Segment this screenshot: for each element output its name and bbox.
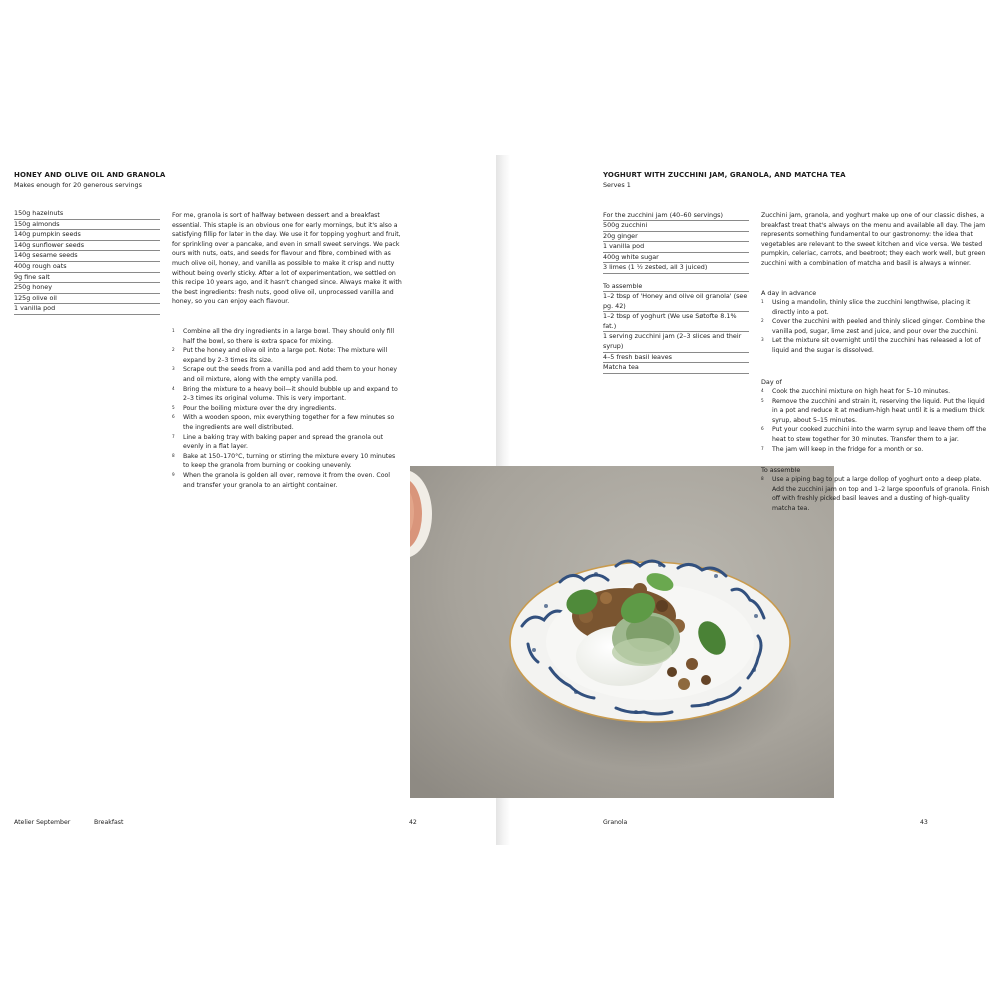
granola-intro-text: For me, granola is sort of halfway between dessert and a breakfast essential. This staple is an obvious one for early mornings, but it's also a satisfying fillip for later in the day. We use it for topping yoghurt and fruit, for sprinkling over a pancake, and even in small sweet servings. We pack ours with nuts, oats, and seeds for flavour and fibre, combined with as much olive oil, honey, and vanilla as possible to make it crisp and nutty without being overly sticky. After a lot of experimentation, we settled on this recipe 10 years ago, and it hasn't changed since. Always make it with the best ingredients: fresh nuts, good olive oil, unprocessed vanilla and honey, so you can enjoy each flavour. [172,212,402,306]
footer-book-title: Atelier September [14,819,71,826]
step-number: 6 [172,414,175,420]
ingredient-group-label: For the zucchini jam (40–60 servings) [603,211,723,219]
method-step [172,365,402,384]
step-number: 9 [172,471,175,477]
ingredient-item: 140g sunflower seeds [14,241,160,252]
step-number: 1 [761,299,764,304]
ingredient-item: 1 serving zucchini jam (2–3 slices and their syrup) [603,332,749,352]
step-text: When the granola is golden all over, remove it from the oven. Cool and transfer your granola to an airtight container. [183,471,390,489]
method-step [172,433,402,452]
yoghurt-intro-text: Zucchini jam, granola, and yoghurt make up one of our classic dishes, a breakfast treat that's always on the menu and available all day. The jam represents something fundamental to our gastronomy: the idea that vegetables are relevant to the sweet kitchen and vice versa. We tested pumpkin, celeriac, carrots, and beetroot; they each work well, but green zucchini with a combination of matcha and basil is always a winner. [761,212,986,267]
method-step [172,471,402,490]
ingredient-item: 9g fine salt [14,273,160,284]
ingredient-item: 140g sesame seeds [14,251,160,262]
page-number-left: 42 [409,819,417,826]
step-text: Put the honey and olive oil into a large pot. Note: The mixture will expand by 2–3 times its size. [183,347,388,364]
step-text: Pour the boiling mixture over the dry ingredients. [183,404,337,412]
method-step [172,327,402,346]
step-number: 5 [172,404,175,410]
day-in-advance-heading: A day in advance [761,289,817,297]
method-step [172,452,402,471]
step-text: Use a piping bag to put a large dollop of yoghurt onto a deep plate. Add the zucchini jam on top and 1–2 large spoonfuls of granola. Finish off with freshly picked basil leaves and a dusting of high-quality matcha tea. [772,476,990,512]
step-number: 2 [761,318,764,324]
step-text: Bake at 150–170°C, turning or stirring the mixture every 10 minutes to keep the granola from burning or cooking unevenly. [183,452,396,470]
step-text: Put your cooked zucchini into the warm syrup and leave them off the heat to stew together for 30 minutes. Transfer them to a jar. [772,426,987,443]
yoghurt-recipe-serves: Serves 1 [603,181,631,189]
step-number: 1 [172,328,175,333]
step-number: 5 [761,397,764,403]
step-text: Scrape out the seeds from a vanilla pod and add them to your honey and oil mixture, along with the empty vanilla pod. [183,366,398,383]
ingredient-item: 1–2 tbsp of yoghurt (We use Søtofte 8.1% fat.) [603,312,749,332]
step-number: 3 [761,337,764,343]
ingredient-group-label: To assemble [603,282,643,290]
method-step [172,385,402,404]
ingredient-item: 250g honey [14,283,160,294]
jam-ingredient-list [603,220,749,274]
yoghurt-recipe-title: YOGHURT WITH ZUCCHINI JAM, GRANOLA, AND MATCHA TEA [603,171,846,179]
method-step [761,317,991,336]
ingredient-item: 125g olive oil [14,294,160,305]
ingredient-item: 140g pumpkin seeds [14,230,160,241]
method-step [761,298,991,317]
ingredient-item: 400g white sugar [603,253,749,264]
method-step [761,387,991,397]
ingredient-item: 150g almonds [14,220,160,231]
ingredient-item: Matcha tea [603,363,749,374]
method-step [761,425,991,444]
step-number: 8 [761,476,764,481]
granola-ingredient-list [14,209,160,315]
day-of-heading: Day of [761,378,782,386]
ingredient-item: 400g rough oats [14,262,160,273]
granola-recipe-title: HONEY AND OLIVE OIL AND GRANOLA [14,171,166,179]
step-text: Remove the zucchini and strain it, reserving the liquid. Put the liquid in a pot and reduce it at medium-high heat until it is a medium thick syrup, about 5–15 minutes. [772,397,985,424]
step-number: 2 [172,347,175,353]
method-step [172,346,402,365]
step-number: 7 [761,445,764,451]
to-assemble-heading: To assemble [761,466,801,474]
step-number: 4 [172,385,175,391]
step-text: Line a baking tray with baking paper and spread the granola out evenly in a flat layer. [183,433,384,451]
granola-method-steps [172,327,402,490]
dish-photo [410,466,834,798]
step-text: The jam will keep in the fridge for a month or so. [772,445,924,453]
step-number: 6 [761,426,764,432]
zucchini-jam-ingredients [603,210,749,274]
step-text: Combine all the dry ingredients in a large bowl. They should only fill half the bowl, so there is extra space for mixing. [183,328,395,345]
ingredient-item: 1 vanilla pod [603,242,749,253]
step-number: 8 [172,452,175,458]
method-step [172,413,402,432]
method-step [761,397,991,426]
method-step [761,475,991,513]
assemble-ingredient-list [603,291,749,374]
ingredient-item: 150g hazelnuts [14,209,160,220]
day-of-steps [761,387,991,454]
ingredient-item: 3 limes (1 ½ zested, all 3 juiced) [603,263,749,274]
assemble-ingredients [603,281,749,374]
method-step [761,445,991,455]
step-text: Cook the zucchini mixture on high heat for 5–10 minutes. [772,388,951,395]
footer-chapter: Granola [603,819,628,826]
step-text: With a wooden spoon, mix everything together for a few minutes so the ingredients are well distributed. [183,414,395,431]
method-step [172,404,402,414]
step-number: 4 [761,388,764,393]
page-number-right: 43 [920,819,928,826]
step-number: 3 [172,366,175,372]
step-text: Cover the zucchini with peeled and thinly sliced ginger. Combine the vanilla pod, sugar, lime zest and juice, and pour over the zucchini. [772,318,986,335]
granola-recipe-yield: Makes enough for 20 generous servings [14,181,142,189]
yoghurt-bowl-image [410,466,834,798]
ingredient-item: 1–2 tbsp of 'Honey and olive oil granola' (see pg. 42) [603,292,749,312]
ingredient-item: 500g zucchini [603,221,749,232]
ingredient-item: 1 vanilla pod [14,304,160,315]
day-in-advance-steps [761,298,991,356]
ingredient-item: 20g ginger [603,232,749,243]
to-assemble-steps [761,475,991,513]
method-step [761,336,991,355]
step-text: Using a mandolin, thinly slice the zucchini lengthwise, placing it directly into a pot. [772,299,971,316]
step-text: Let the mixture sit overnight until the zucchini has released a lot of liquid and the sugar is dissolved. [772,337,981,354]
ingredient-item: 4–5 fresh basil leaves [603,353,749,364]
step-text: Bring the mixture to a heavy boil—it should bubble up and expand to 2–3 times its original volume. This is very important. [183,385,398,403]
step-number: 7 [172,433,175,439]
footer-section: Breakfast [94,819,124,826]
